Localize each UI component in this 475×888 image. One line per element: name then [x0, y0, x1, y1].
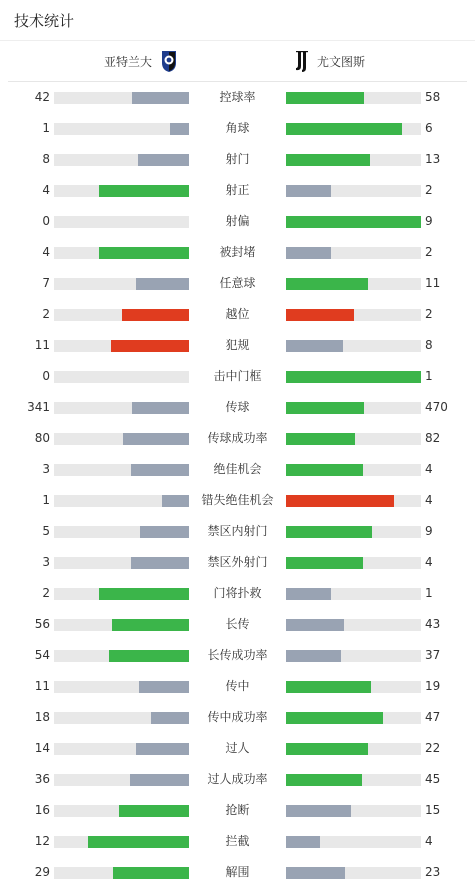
home-bar-track	[54, 371, 189, 383]
away-bar-fill	[286, 805, 351, 817]
stat-label: 长传成功率	[207, 648, 268, 662]
stat-row	[0, 764, 475, 795]
away-bar-track	[286, 681, 421, 693]
stat-label: 错失绝佳机会	[201, 493, 274, 507]
stat-label: 射正	[225, 183, 250, 197]
away-value: 6	[425, 121, 433, 135]
away-bar-track	[286, 154, 421, 166]
away-value: 4	[425, 834, 433, 848]
home-value: 341	[27, 400, 50, 414]
home-bar-track	[54, 402, 189, 414]
home-bar-track	[54, 836, 189, 848]
away-bar-fill	[286, 836, 320, 848]
away-value: 82	[425, 431, 441, 445]
home-bar-fill	[132, 402, 189, 414]
home-bar-track	[54, 681, 189, 693]
stat-label: 角球	[225, 121, 250, 135]
home-bar-fill	[136, 278, 189, 290]
away-bar-fill	[286, 464, 363, 476]
away-value: 8	[425, 338, 433, 352]
stat-label: 传中	[225, 679, 250, 693]
home-bar-track	[54, 588, 189, 600]
away-bar-track	[286, 123, 421, 135]
home-value: 11	[34, 338, 50, 352]
away-value: 9	[425, 214, 433, 228]
away-bar-track	[286, 278, 421, 290]
stat-label: 传球	[225, 400, 250, 414]
away-bar-fill	[286, 743, 368, 755]
away-bar-track	[286, 588, 421, 600]
home-bar-track	[54, 619, 189, 631]
away-value: 13	[425, 152, 441, 166]
away-bar-track	[286, 867, 421, 879]
home-bar-track	[54, 774, 189, 786]
stat-label: 击中门框	[213, 369, 262, 383]
home-value: 3	[42, 462, 50, 476]
away-bar-fill	[286, 309, 354, 321]
stat-row	[0, 330, 475, 361]
home-bar-track	[54, 464, 189, 476]
stat-row	[0, 733, 475, 764]
home-value: 80	[34, 431, 50, 445]
home-bar-fill	[170, 123, 189, 135]
stat-row	[0, 671, 475, 702]
stat-row	[0, 454, 475, 485]
home-bar-fill	[140, 526, 189, 538]
stat-label: 犯规	[225, 338, 250, 352]
away-bar-track	[286, 557, 421, 569]
team-header	[8, 41, 467, 82]
home-bar-fill	[113, 867, 189, 879]
away-bar-track	[286, 309, 421, 321]
away-bar-track	[286, 774, 421, 786]
away-bar-fill	[286, 495, 394, 507]
home-value: 42	[34, 90, 50, 104]
stat-row	[0, 82, 475, 113]
away-bar-track	[286, 340, 421, 352]
stat-label: 长传	[225, 617, 250, 631]
home-bar-track	[54, 278, 189, 290]
away-value: 11	[425, 276, 441, 290]
stat-label: 拦截	[225, 834, 250, 848]
away-value: 1	[425, 369, 433, 383]
away-bar-fill	[286, 650, 341, 662]
away-value: 4	[425, 555, 433, 569]
juventus-logo-icon	[293, 49, 311, 73]
home-value: 29	[34, 865, 50, 879]
away-bar-track	[286, 743, 421, 755]
home-value: 3	[42, 555, 50, 569]
stat-row	[0, 113, 475, 144]
away-value: 47	[425, 710, 441, 724]
away-value: 19	[425, 679, 441, 693]
stat-row	[0, 578, 475, 609]
home-bar-track	[54, 92, 189, 104]
stat-row	[0, 268, 475, 299]
away-bar-fill	[286, 557, 363, 569]
away-bar-track	[286, 836, 421, 848]
home-bar-track	[54, 712, 189, 724]
page-title: 技术统计	[14, 11, 75, 30]
away-value: 2	[425, 245, 433, 259]
home-team[interactable]	[104, 49, 178, 73]
away-bar-fill	[286, 92, 364, 104]
away-value: 470	[425, 400, 448, 414]
away-bar-fill	[286, 154, 370, 166]
stat-row	[0, 423, 475, 454]
away-bar-fill	[286, 681, 371, 693]
home-bar-fill	[162, 495, 189, 507]
home-bar-fill	[123, 433, 189, 445]
home-value: 0	[42, 369, 50, 383]
home-bar-fill	[111, 340, 189, 352]
stat-row	[0, 485, 475, 516]
away-bar-fill	[286, 588, 331, 600]
away-bar-track	[286, 433, 421, 445]
home-value: 2	[42, 586, 50, 600]
away-bar-track	[286, 247, 421, 259]
atalanta-logo-icon	[160, 49, 178, 73]
home-bar-fill	[131, 464, 189, 476]
home-bar-track	[54, 526, 189, 538]
stat-label: 任意球	[219, 276, 256, 290]
home-bar-fill	[122, 309, 190, 321]
home-bar-fill	[132, 92, 189, 104]
away-bar-track	[286, 92, 421, 104]
away-bar-fill	[286, 185, 331, 197]
away-value: 22	[425, 741, 441, 755]
home-bar-track	[54, 650, 189, 662]
away-bar-track	[286, 495, 421, 507]
stat-label: 禁区外射门	[207, 555, 268, 569]
home-value: 54	[34, 648, 50, 662]
away-bar-fill	[286, 619, 344, 631]
home-bar-fill	[131, 557, 189, 569]
away-bar-fill	[286, 433, 355, 445]
stat-row	[0, 299, 475, 330]
home-bar-track	[54, 867, 189, 879]
away-value: 4	[425, 462, 433, 476]
home-bar-track	[54, 557, 189, 569]
stat-label: 控球率	[219, 90, 256, 104]
home-bar-track	[54, 185, 189, 197]
stat-row	[0, 237, 475, 268]
home-bar-track	[54, 805, 189, 817]
home-bar-fill	[112, 619, 189, 631]
home-value: 1	[42, 493, 50, 507]
away-bar-track	[286, 650, 421, 662]
away-team-name: 尤文图斯	[317, 54, 366, 69]
home-bar-track	[54, 340, 189, 352]
stat-label: 解围	[225, 865, 250, 879]
home-bar-track	[54, 309, 189, 321]
away-bar-track	[286, 402, 421, 414]
away-team[interactable]	[293, 49, 365, 73]
stat-label: 绝佳机会	[213, 462, 262, 476]
home-value: 12	[34, 834, 50, 848]
home-value: 56	[34, 617, 50, 631]
away-value: 15	[425, 803, 441, 817]
away-value: 4	[425, 493, 433, 507]
stat-row	[0, 516, 475, 547]
stat-row	[0, 361, 475, 392]
home-bar-fill	[99, 185, 189, 197]
stat-row	[0, 392, 475, 423]
away-value: 2	[425, 183, 433, 197]
stat-row	[0, 175, 475, 206]
stat-label: 传中成功率	[207, 710, 268, 724]
home-value: 14	[34, 741, 50, 755]
away-value: 58	[425, 90, 441, 104]
home-bar-fill	[136, 743, 189, 755]
home-value: 16	[34, 803, 50, 817]
home-value: 5	[42, 524, 50, 538]
home-value: 0	[42, 214, 50, 228]
page-header	[0, 0, 475, 41]
stat-label: 越位	[225, 307, 250, 321]
home-bar-track	[54, 123, 189, 135]
stat-label: 射门	[225, 152, 250, 166]
stat-row	[0, 640, 475, 671]
home-bar-track	[54, 154, 189, 166]
home-value: 8	[42, 152, 50, 166]
stat-label: 抢断	[225, 803, 250, 817]
stat-row	[0, 206, 475, 237]
stat-label: 门将扑救	[213, 586, 262, 600]
home-value: 4	[42, 245, 50, 259]
home-team-name: 亚特兰大	[103, 54, 152, 69]
away-bar-track	[286, 371, 421, 383]
stat-row	[0, 144, 475, 175]
away-bar-fill	[286, 712, 383, 724]
stat-label: 过人成功率	[207, 772, 268, 786]
stat-label: 过人	[225, 741, 250, 755]
away-bar-fill	[286, 774, 362, 786]
away-bar-fill	[286, 402, 364, 414]
home-bar-track	[54, 247, 189, 259]
away-value: 45	[425, 772, 441, 786]
home-bar-fill	[151, 712, 189, 724]
away-value: 1	[425, 586, 433, 600]
stat-row	[0, 795, 475, 826]
stats-list	[0, 82, 475, 888]
away-value: 23	[425, 865, 441, 879]
home-value: 7	[42, 276, 50, 290]
away-value: 2	[425, 307, 433, 321]
away-bar-fill	[286, 247, 331, 259]
home-value: 11	[34, 679, 50, 693]
away-bar-track	[286, 526, 421, 538]
away-value: 43	[425, 617, 441, 631]
home-bar-track	[54, 216, 189, 228]
home-value: 2	[42, 307, 50, 321]
home-bar-fill	[130, 774, 189, 786]
home-bar-fill	[99, 588, 189, 600]
home-bar-fill	[138, 154, 189, 166]
away-bar-fill	[286, 867, 345, 879]
away-bar-fill	[286, 526, 372, 538]
home-bar-fill	[109, 650, 189, 662]
home-bar-fill	[119, 805, 189, 817]
stat-row	[0, 826, 475, 857]
home-value: 1	[42, 121, 50, 135]
home-value: 18	[34, 710, 50, 724]
away-value: 37	[425, 648, 441, 662]
home-bar-fill	[139, 681, 189, 693]
away-bar-fill	[286, 371, 421, 383]
away-bar-fill	[286, 216, 421, 228]
home-value: 36	[34, 772, 50, 786]
home-bar-track	[54, 743, 189, 755]
away-bar-fill	[286, 278, 368, 290]
away-bar-track	[286, 619, 421, 631]
away-bar-track	[286, 216, 421, 228]
away-bar-track	[286, 464, 421, 476]
stat-row	[0, 547, 475, 578]
away-bar-fill	[286, 340, 343, 352]
stat-row	[0, 609, 475, 640]
stat-label: 传球成功率	[207, 431, 268, 445]
away-bar-track	[286, 712, 421, 724]
stat-row	[0, 857, 475, 888]
stat-label: 射偏	[225, 214, 250, 228]
home-bar-fill	[99, 247, 189, 259]
stat-row	[0, 702, 475, 733]
home-bar-track	[54, 495, 189, 507]
home-bar-fill	[88, 836, 189, 848]
away-bar-track	[286, 805, 421, 817]
away-bar-track	[286, 185, 421, 197]
away-value: 9	[425, 524, 433, 538]
stat-label: 被封堵	[219, 245, 256, 259]
home-bar-track	[54, 433, 189, 445]
stat-label: 禁区内射门	[207, 524, 268, 538]
away-bar-fill	[286, 123, 402, 135]
home-value: 4	[42, 183, 50, 197]
